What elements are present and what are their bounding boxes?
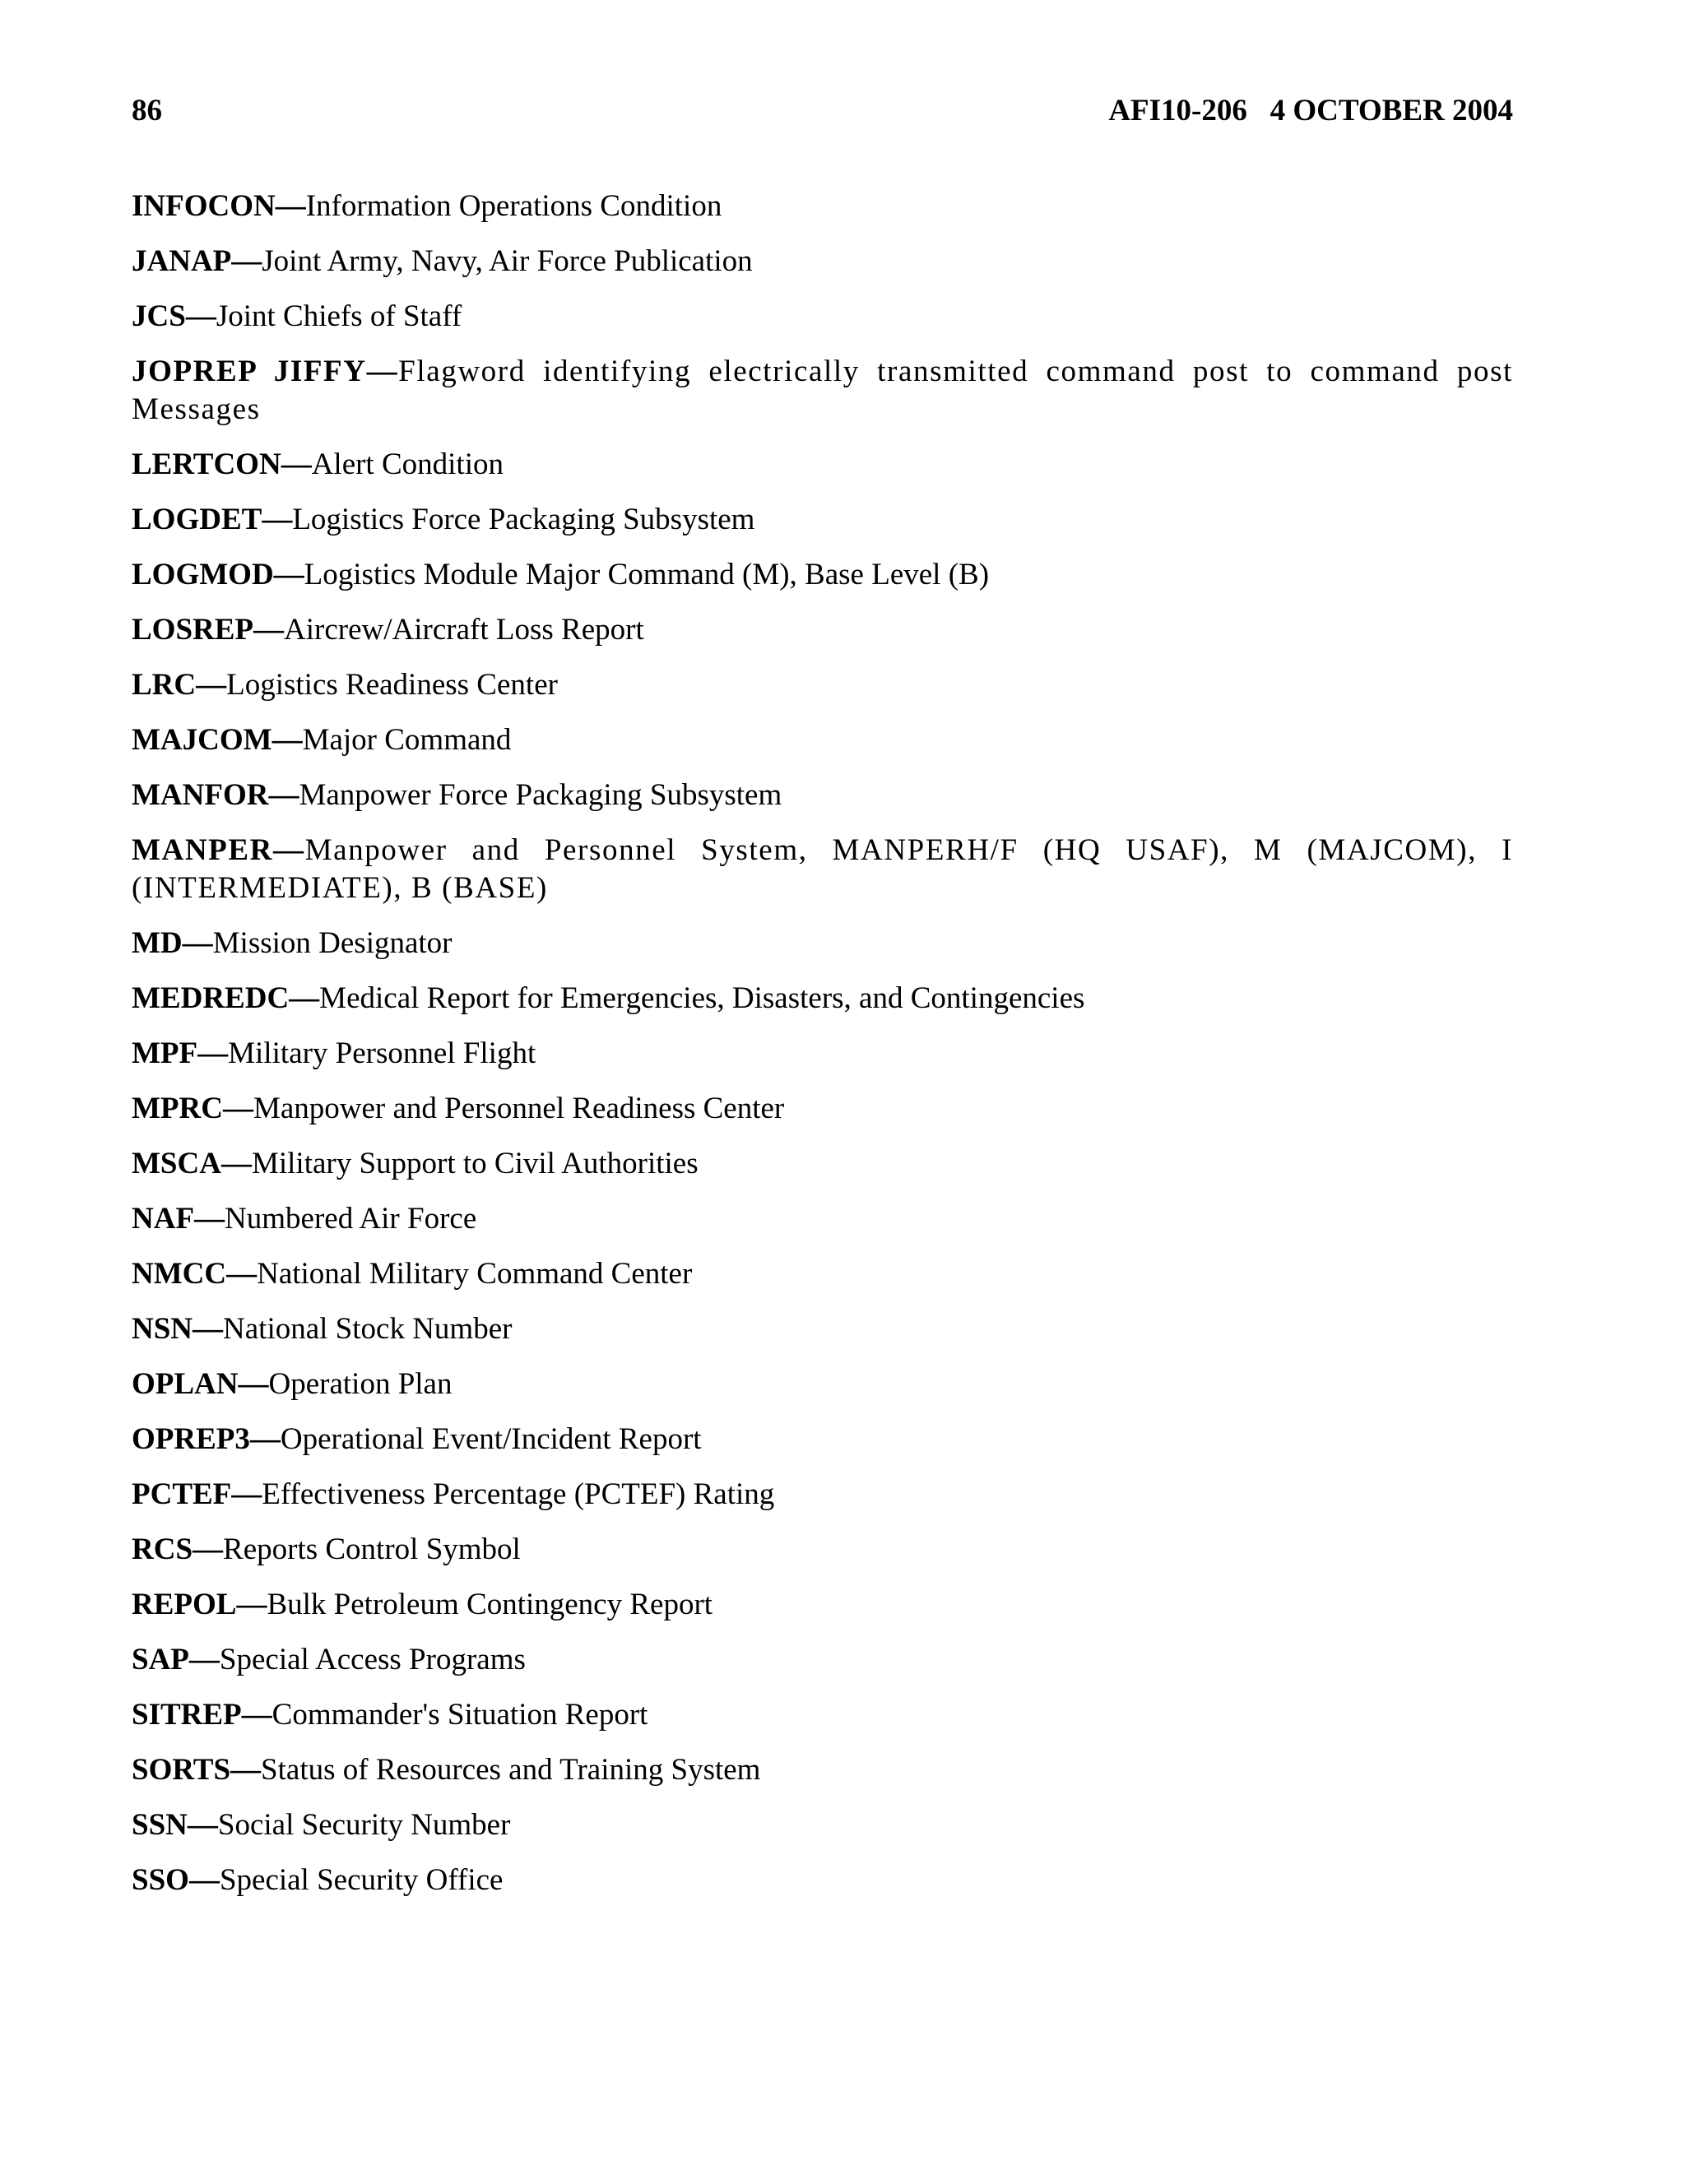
em-dash-separator: — [197, 1036, 229, 1070]
acronym-entry [132, 1310, 1513, 1348]
em-dash-separator: — [275, 189, 306, 223]
em-dash-separator: — [226, 1257, 258, 1291]
acronym-definition: Commander's Situation Report [272, 1698, 648, 1732]
acronym-definition: Bulk Petroleum Contingency Report [267, 1588, 713, 1621]
em-dash-separator: — [230, 1753, 262, 1787]
acronym-entry [132, 1035, 1513, 1073]
acronym-term: SSO [132, 1863, 189, 1897]
acronym-term: SORTS [132, 1753, 231, 1787]
acronym-list [132, 188, 1513, 1917]
acronym-definition: Military Support to Civil Authorities [251, 1147, 699, 1180]
acronym-definition: Special Security Office [219, 1863, 504, 1897]
acronym-definition: Logistics Force Packaging Subsystem [292, 503, 755, 536]
acronym-definition: Operational Event/Incident Report [280, 1422, 702, 1456]
acronym-term: MANFOR [132, 778, 269, 812]
acronym-entry [132, 353, 1513, 429]
acronym-entry [132, 980, 1513, 1018]
em-dash-separator: — [231, 244, 262, 278]
acronym-definition: Alert Condition [311, 447, 504, 481]
acronym-term: LRC [132, 668, 197, 702]
acronym-entry [132, 188, 1513, 225]
acronym-definition: Logistics Readiness Center [226, 668, 558, 702]
acronym-term: MPF [132, 1036, 198, 1070]
acronym-term: SITREP [132, 1698, 242, 1732]
acronym-definition: Reports Control Symbol [223, 1533, 521, 1566]
acronym-term: JANAP [132, 244, 232, 278]
acronym-term: SSN [132, 1808, 188, 1842]
acronym-term: SAP [132, 1643, 189, 1676]
acronym-term: MAJCOM [132, 723, 272, 757]
acronym-definition: Military Personnel Flight [228, 1036, 536, 1070]
acronym-term: OPREP3 [132, 1422, 250, 1456]
em-dash-separator: — [187, 1808, 218, 1842]
acronym-entry [132, 666, 1513, 704]
em-dash-separator: — [188, 1863, 220, 1897]
acronym-entry [132, 446, 1513, 484]
acronym-definition: Special Access Programs [219, 1643, 526, 1676]
acronym-entry [132, 832, 1513, 907]
acronym-definition: Numbered Air Force [225, 1202, 477, 1236]
em-dash-separator: — [249, 1422, 281, 1456]
acronym-definition: Mission Designator [212, 926, 453, 960]
acronym-entry [132, 1476, 1513, 1514]
acronym-entry [132, 556, 1513, 594]
acronym-term: MSCA [132, 1147, 221, 1180]
acronym-term: LOSREP [132, 613, 254, 647]
em-dash-separator: — [253, 613, 285, 647]
em-dash-separator: — [196, 668, 227, 702]
acronym-term: MANPER [132, 833, 273, 867]
acronym-term: LOGDET [132, 503, 262, 536]
em-dash-separator: — [273, 558, 304, 591]
acronym-definition: National Stock Number [223, 1312, 513, 1346]
acronym-definition: Flagword identifying electrically transmitted command post to command post Messages [132, 355, 1513, 426]
acronym-definition: Effectiveness Percentage (PCTEF) Rating [262, 1477, 775, 1511]
em-dash-separator: — [272, 723, 303, 757]
em-dash-separator: — [193, 1312, 224, 1346]
em-dash-separator: — [241, 1698, 272, 1732]
acronym-term: PCTEF [132, 1477, 232, 1511]
acronym-entry [132, 1366, 1513, 1403]
acronym-term: REPOL [132, 1588, 237, 1621]
acronym-definition: Social Security Number [217, 1808, 511, 1842]
doc-date: 4 OCTOBER 2004 [1270, 94, 1513, 128]
em-dash-separator: — [281, 447, 312, 481]
em-dash-separator: — [222, 1092, 253, 1125]
page-header [132, 90, 1513, 132]
acronym-definition: Manpower Force Packaging Subsystem [299, 778, 782, 812]
acronym-entry [132, 777, 1513, 814]
acronym-definition: Manpower and Personnel System, MANPERH/F (HQ USAF), M (MAJCOM), I (INTERMEDIATE), B (BASE) [132, 833, 1513, 905]
em-dash-separator: — [366, 355, 399, 388]
page-number: 86 [132, 94, 162, 128]
acronym-definition: National Military Command Center [257, 1257, 693, 1291]
em-dash-separator: — [272, 833, 305, 867]
acronym-definition: Manpower and Personnel Readiness Center [253, 1092, 785, 1125]
em-dash-separator: — [194, 1202, 225, 1236]
em-dash-separator: — [185, 299, 216, 333]
em-dash-separator: — [289, 981, 320, 1015]
acronym-entry [132, 1531, 1513, 1569]
acronym-entry [132, 243, 1513, 281]
acronym-term: LOGMOD [132, 558, 274, 591]
em-dash-separator: — [268, 778, 299, 812]
acronym-definition: Logistics Module Major Command (M), Base Level (B) [304, 558, 990, 591]
header-doc-info [1108, 90, 1513, 132]
acronym-entry [132, 1862, 1513, 1899]
acronym-term: MD [132, 926, 183, 960]
acronym-definition: Status of Resources and Training System [261, 1753, 761, 1787]
acronym-definition: Major Command [302, 723, 512, 757]
acronym-term: MPRC [132, 1092, 223, 1125]
acronym-definition: Medical Report for Emergencies, Disasters, and Contingencies [319, 981, 1085, 1015]
acronym-definition: Joint Chiefs of Staff [216, 299, 462, 333]
acronym-term: MEDREDC [132, 981, 290, 1015]
acronym-term: NMCC [132, 1257, 227, 1291]
acronym-entry [132, 1641, 1513, 1679]
acronym-entry [132, 1200, 1513, 1238]
acronym-entry [132, 1806, 1513, 1844]
em-dash-separator: — [188, 1643, 220, 1676]
acronym-term: INFOCON [132, 189, 276, 223]
acronym-entry [132, 721, 1513, 759]
acronym-entry [132, 298, 1513, 336]
acronym-entry [132, 611, 1513, 649]
acronym-entry [132, 1751, 1513, 1789]
em-dash-separator: — [182, 926, 213, 960]
em-dash-separator: — [220, 1147, 252, 1180]
acronym-entry [132, 1145, 1513, 1183]
em-dash-separator: — [238, 1367, 269, 1401]
acronym-term: JOPREP JIFFY [132, 355, 367, 388]
acronym-entry [132, 1586, 1513, 1624]
acronym-term: RCS [132, 1533, 193, 1566]
acronym-term: JCS [132, 299, 186, 333]
em-dash-separator: — [193, 1533, 224, 1566]
acronym-term: NSN [132, 1312, 193, 1346]
acronym-definition: Operation Plan [268, 1367, 453, 1401]
acronym-definition: Information Operations Condition [305, 189, 722, 223]
acronym-entry [132, 925, 1513, 962]
acronym-term: LERTCON [132, 447, 281, 481]
acronym-entry [132, 1696, 1513, 1734]
acronym-entry [132, 1090, 1513, 1128]
em-dash-separator: — [262, 503, 293, 536]
em-dash-separator: — [231, 1477, 262, 1511]
acronym-definition: Aircrew/Aircraft Loss Report [284, 613, 644, 647]
acronym-entry [132, 501, 1513, 539]
doc-id: AFI10-206 [1108, 94, 1247, 128]
acronym-term: NAF [132, 1202, 195, 1236]
acronym-definition: Joint Army, Navy, Air Force Publication [262, 244, 753, 278]
acronym-term: OPLAN [132, 1367, 239, 1401]
em-dash-separator: — [236, 1588, 267, 1621]
acronym-entry [132, 1421, 1513, 1458]
acronym-entry [132, 1255, 1513, 1293]
